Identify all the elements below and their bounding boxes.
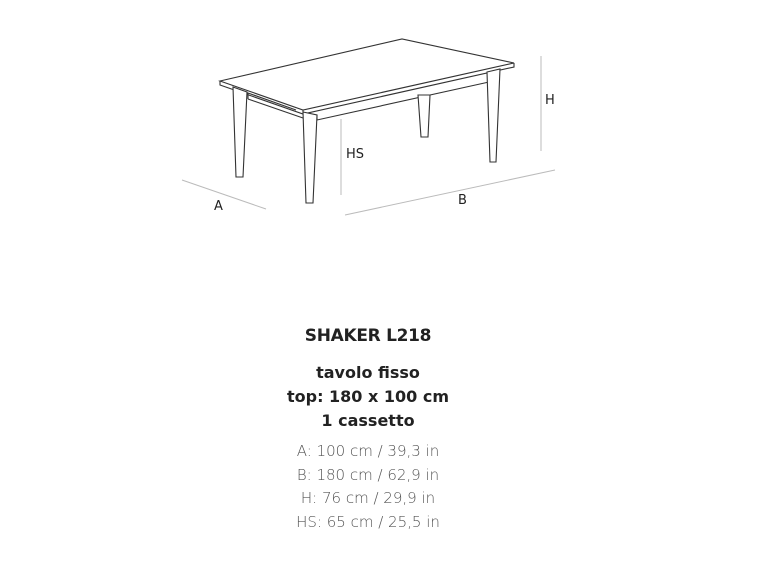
dimension-a: A: 100 cm / 39,3 in xyxy=(296,442,440,460)
detail-type: tavolo fisso xyxy=(316,363,420,382)
dimension-h: H: 76 cm / 29,9 in xyxy=(300,489,436,507)
detail-drawers: 1 cassetto xyxy=(321,411,415,430)
dimension-label-a: A xyxy=(214,199,223,214)
dimension-b: B: 180 cm / 62,9 in xyxy=(296,465,440,484)
table-top xyxy=(220,39,514,114)
detail-top: top: 180 x 100 cm xyxy=(286,387,450,406)
product-dimensions xyxy=(268,440,468,534)
dimension-label-h: H xyxy=(545,93,555,108)
dimension-label-b: B xyxy=(458,193,467,208)
product-details xyxy=(268,361,468,433)
dimension-label-hs: HS xyxy=(346,147,365,162)
dimension-hs: HS: 65 cm / 25,5 in xyxy=(296,512,440,531)
product-title: SHAKER L218 xyxy=(304,326,432,346)
